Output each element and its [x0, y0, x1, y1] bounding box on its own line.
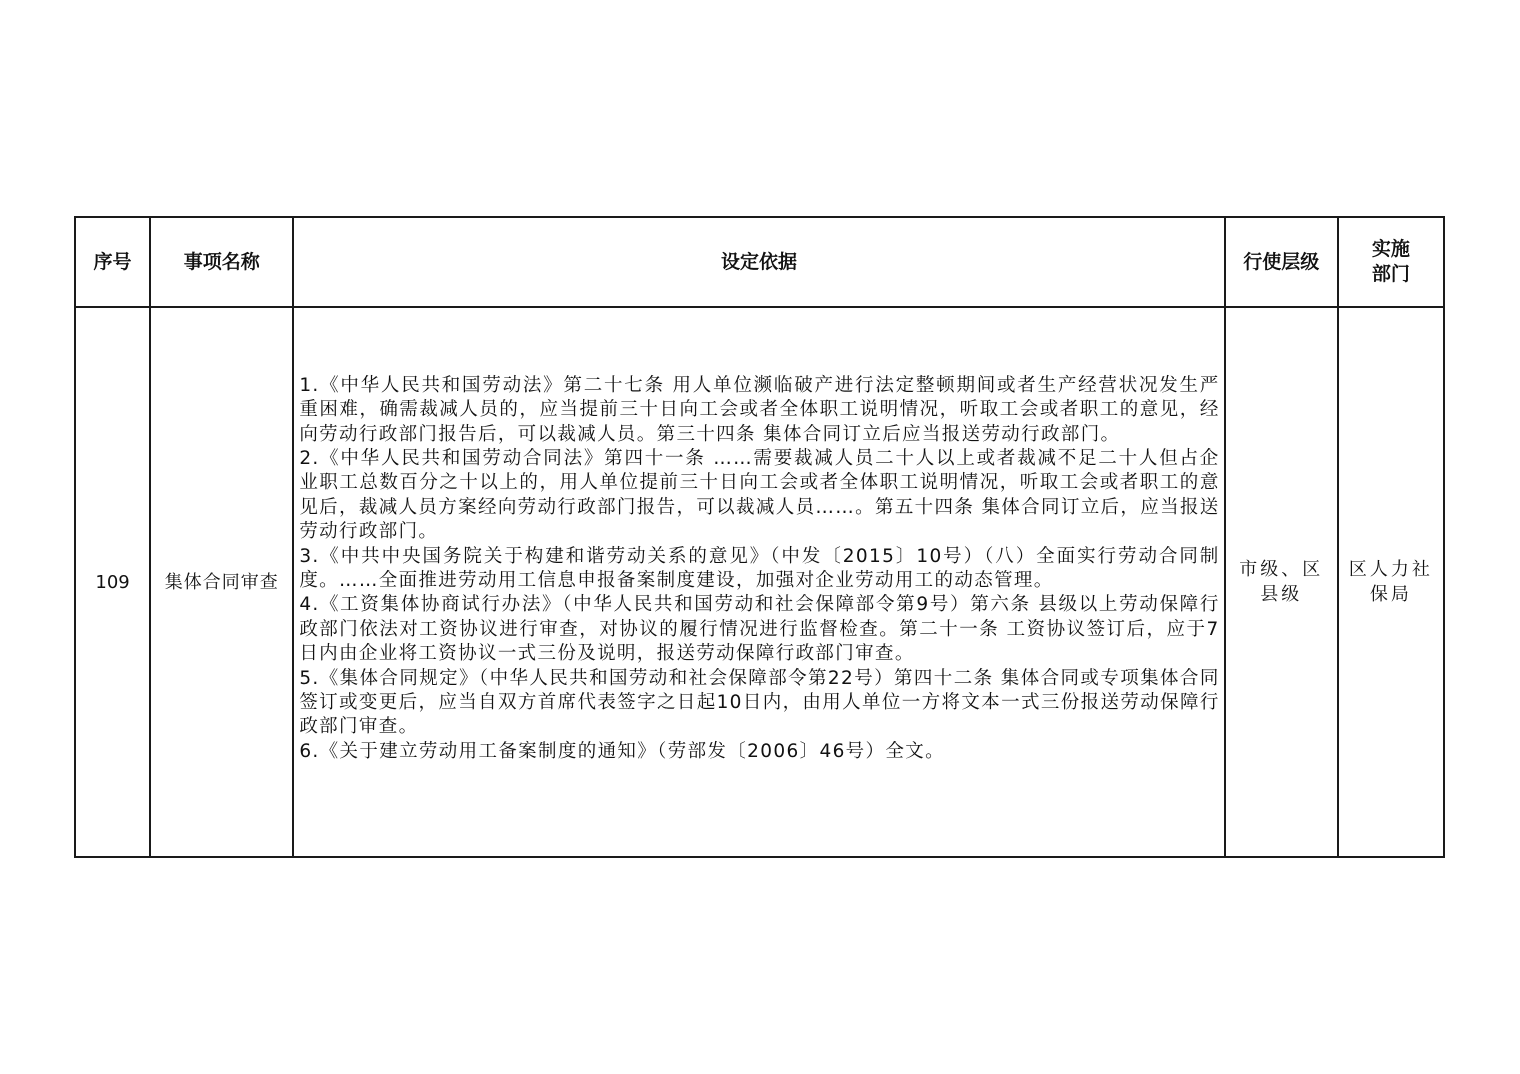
basis-list	[294, 374, 1223, 791]
table-header	[75, 217, 1444, 307]
level-value: 市级、区县级	[1239, 559, 1324, 605]
cell-seq	[75, 307, 150, 857]
basis-item-6: 6.《关于建立劳动用工备案制度的通知》（劳部发〔2006〕46号）全文。	[299, 740, 945, 762]
header-dept-line1: 实施	[1371, 238, 1410, 260]
table-row	[75, 307, 1444, 857]
header-seq: 序号	[75, 217, 150, 307]
header-dept-line2: 部门	[1371, 263, 1410, 285]
seq-value: 109	[95, 571, 130, 593]
cell-basis	[293, 307, 1224, 857]
basis-item-3: 3.《中共中央国务院关于构建和谐劳动关系的意见》（中发〔2015〕10号）（八）全面实行劳动合同制度。……全面推进劳动用工信息申报备案制度建设，加强对企业劳动用工的动态管理。	[299, 545, 1220, 591]
basis-item-1: 1.《中华人民共和国劳动法》第二十七条 用人单位濒临破产进行法定整顿期间或者生产经营状况发生严重困难，确需裁减人员的，应当提前三十日向工会或者全体职工说明情况，听取工会或者职工的意见，经向劳动行政部门报告后，可以裁减人员。第三十四条 集体合同订立后应当报送劳动行政部门。	[299, 374, 1220, 445]
item-name: 集体合同审查	[164, 571, 279, 593]
header-level: 行使层级	[1225, 217, 1338, 307]
item-table	[74, 216, 1445, 858]
basis-item-4: 4.《工资集体协商试行办法》（中华人民共和国劳动和社会保障部令第9号）第六条 县级以上劳动保障行政部门依法对工资协议进行审查，对协议的履行情况进行监督检查。第二十一条 工资协议签订后，应于7日内由企业将工资协议一式三份及说明，报送劳动保障行政部门审查。	[299, 594, 1220, 665]
table-body	[75, 307, 1444, 857]
header-dept	[1338, 217, 1444, 307]
header-basis: 设定依据	[293, 217, 1224, 307]
header-name: 事项名称	[150, 217, 293, 307]
basis-item-2: 2.《中华人民共和国劳动合同法》第四十一条 ……需要裁减人员二十人以上或者裁减不足二十人但占企业职工总数百分之十以上的，用人单位提前三十日向工会或者全体职工说明情况，听取工会或者职工的意见后，裁减人员方案经向劳动行政部门报告，可以裁减人员……。第五十四条 集体合同订立后，应当报送劳动行政部门。	[299, 447, 1220, 543]
header-row	[75, 217, 1444, 307]
cell-dept	[1338, 307, 1444, 857]
dept-value: 区人力社保局	[1348, 559, 1433, 605]
basis-item-5: 5.《集体合同规定》（中华人民共和国劳动和社会保障部令第22号）第四十二条 集体合同或专项集体合同签订或变更后，应当自双方首席代表签字之日起10日内，由用人单位一方将文本一式三份报送劳动保障行政部门审查。	[299, 667, 1220, 738]
cell-level	[1225, 307, 1338, 857]
cell-name	[150, 307, 293, 857]
